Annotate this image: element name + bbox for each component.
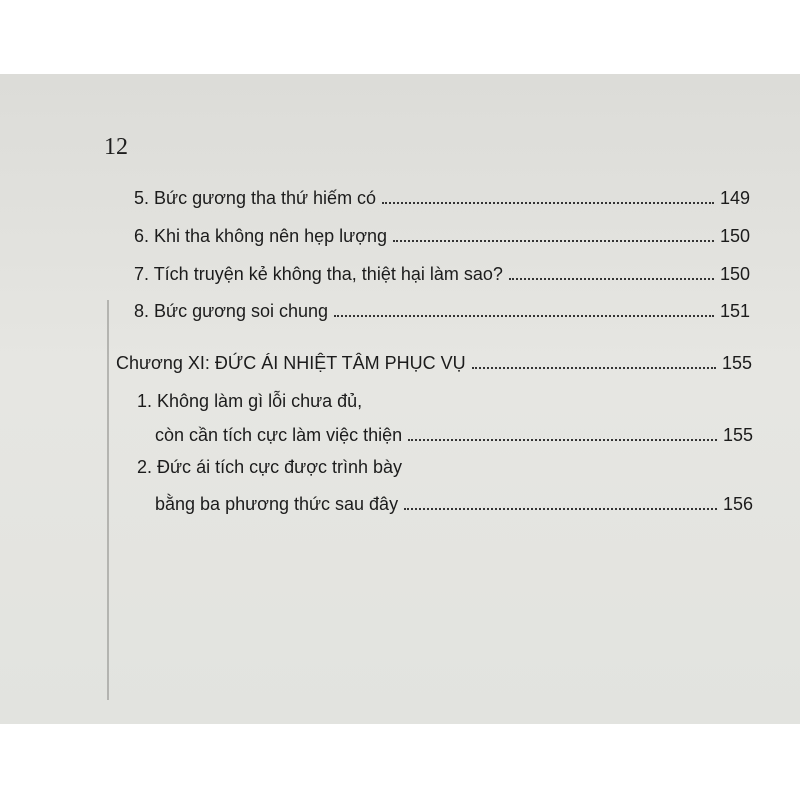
page-number: 12 — [104, 134, 128, 160]
sub-entry — [155, 424, 753, 446]
sub-entry-page: 156 — [722, 494, 753, 514]
toc-entry-label: 7. Tích truyện kẻ không tha, thiệt hại làm sao? — [134, 264, 503, 284]
sub-entry-line1: 2. Đức ái tích cực được trình bày — [137, 457, 403, 477]
chapter-heading — [116, 352, 752, 374]
toc-entry-page: 150 — [719, 264, 750, 284]
dot-leader — [472, 366, 716, 369]
sub-entry-page: 155 — [722, 425, 753, 445]
dot-leader — [509, 277, 714, 280]
margin-rule — [107, 300, 109, 700]
dot-leader — [404, 507, 717, 510]
toc-entry-label: 5. Bức gương tha thứ hiếm có — [134, 188, 377, 208]
toc-entry — [134, 225, 750, 247]
chapter-title: Chương XI: ĐỨC ÁI NHIỆT TÂM PHỤC VỤ — [116, 353, 466, 373]
sub-entry-line1: 1. Không làm gì lỗi chưa đủ, — [137, 391, 363, 411]
toc-entry-page: 151 — [719, 301, 750, 321]
sub-entry — [155, 493, 753, 515]
sub-entry-line2: bằng ba phương thức sau đây — [155, 494, 399, 514]
dot-leader — [393, 239, 714, 242]
dot-leader — [408, 438, 717, 441]
dot-leader — [382, 201, 714, 204]
chapter-page: 155 — [721, 353, 752, 373]
dot-leader — [334, 314, 714, 317]
toc-entry-page: 150 — [719, 226, 750, 246]
toc-entry-label: 6. Khi tha không nên hẹp lượng — [134, 226, 388, 246]
toc-entry — [134, 187, 750, 209]
toc-entry — [134, 263, 750, 285]
toc-entry-page: 149 — [719, 188, 750, 208]
toc-entry — [134, 300, 750, 322]
sub-entry-line2: còn cần tích cực làm việc thiện — [155, 425, 403, 445]
toc-entry-label: 8. Bức gương soi chung — [134, 301, 329, 321]
book-page — [0, 74, 800, 724]
